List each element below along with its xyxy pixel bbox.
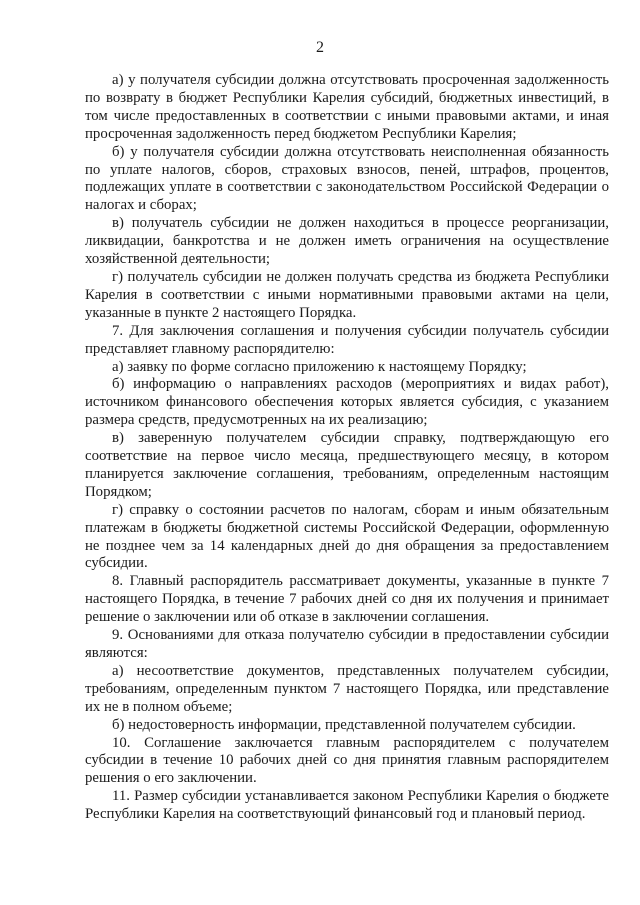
paragraph-6b: б) у получателя субсидии должна отсутствовать неисполненная обязанность по уплате налогов, сборов, страховых взносов, пеней, штрафов, процентов, подлежащих уплате в соответствии с законодательством Российской Федерации о налогах и сборах; bbox=[85, 143, 609, 214]
paragraph-6a: а) у получателя субсидии должна отсутствовать просроченная задолженность по возврату в бюджет Республики Карелия субсидий, бюджетных инвестиций, в том числе предоставленных в соответствии с иными правовыми актами, и иная просроченная задолженность перед бюджетом Республики Карелия; bbox=[85, 72, 609, 142]
paragraph-9a: а) несоответствие документов, представленных получателем субсидии, требованиям, определенным пунктом 7 настоящего Порядка, или представление их не в полном объеме; bbox=[85, 662, 609, 715]
paragraph-8: 8. Главный распорядитель рассматривает документы, указанные в пункте 7 настоящего Порядка, в течение 7 рабочих дней со дня их получения и принимает решение о заключении или об отказе в заключении соглашения. bbox=[85, 573, 609, 626]
paragraph-9b: б) недостоверность информации, представленной получателем субсидии. bbox=[112, 716, 576, 733]
paragraph-6d: г) получатель субсидии не должен получать средства из бюджета Республики Карелия в соответствии с иными нормативными правовыми актами на цели, указанные в пункте 2 настоящего Порядка. bbox=[85, 268, 609, 321]
paragraph-11: 11. Размер субсидии устанавливается законом Республики Карелия о бюджете Республики Карелия на соответствующий финансовый год и плановый период. bbox=[85, 788, 609, 823]
paragraph-6c: в) получатель субсидии не должен находиться в процессе реорганизации, ликвидации, банкротства и не должен иметь ограничения на осуществление хозяйственной деятельности; bbox=[85, 215, 609, 268]
document-body bbox=[85, 72, 609, 824]
paragraph-7d: г) справку о состоянии расчетов по налогам, сборам и иным обязательным платежам в бюджеты бюджетной системы Российской Федерации, оформленную не позднее чем за 14 календарных дней до дня обращения за предоставлением субсидии. bbox=[85, 501, 609, 572]
paragraph-7c: в) заверенную получателем субсидии справку, подтверждающую его соответствие на первое число месяца, предшествующего месяцу, в котором планируется заключение соглашения, требованиям, определенным настоящим Порядком; bbox=[85, 430, 609, 500]
paragraph-7: 7. Для заключения соглашения и получения субсидии получатель субсидии представляет главному распорядителю: bbox=[85, 322, 609, 357]
paragraph-10: 10. Соглашение заключается главным распорядителем с получателем субсидии в течение 10 рабочих дней со дня принятия главным распорядителем решения о его заключении. bbox=[85, 734, 609, 787]
page-number: 2 bbox=[316, 39, 324, 56]
paragraph-9: 9. Основаниями для отказа получателю субсидии в предоставлении субсидии являются: bbox=[85, 627, 609, 661]
paragraph-7b: б) информацию о направлениях расходов (мероприятиях и видах работ), источником финансового обеспечения которых является субсидия, с указанием размера средств, предусмотренных на их реализацию; bbox=[85, 376, 609, 429]
paragraph-7a: а) заявку по форме согласно приложению к настоящему Порядку; bbox=[112, 358, 527, 375]
